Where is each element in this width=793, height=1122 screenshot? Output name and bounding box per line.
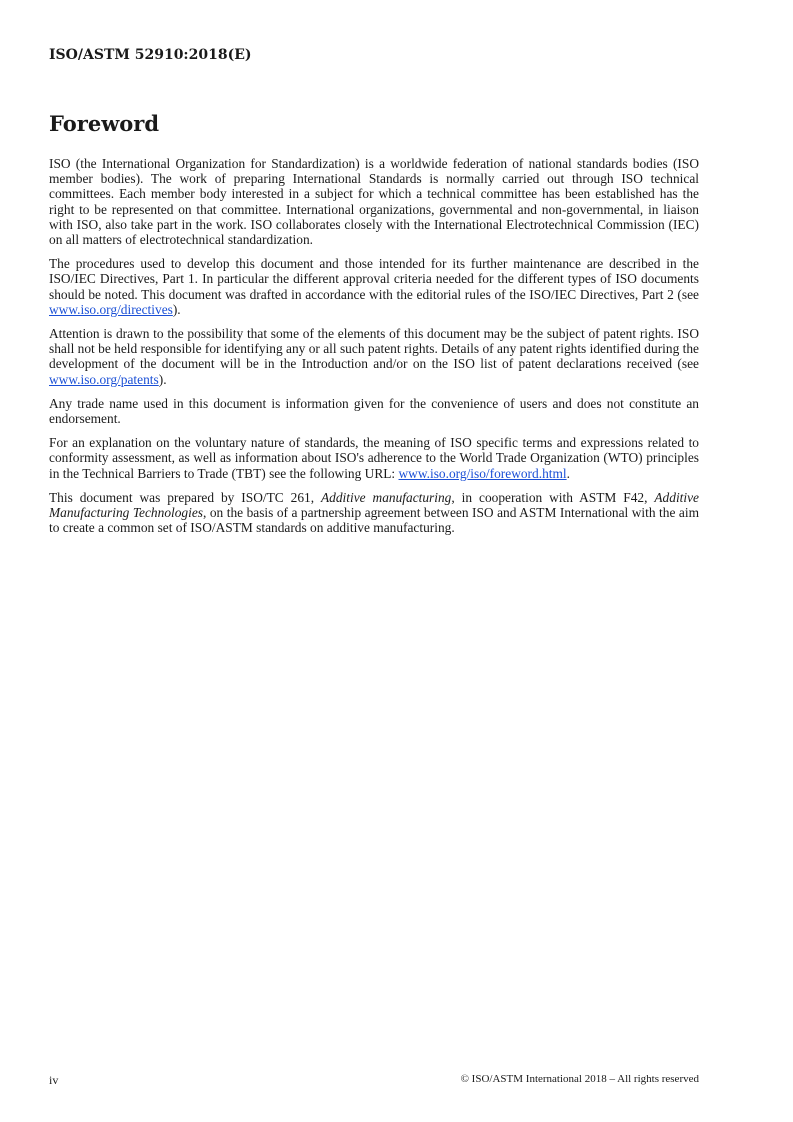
paragraph-text: , in cooperation with ASTM F42,	[451, 489, 655, 505]
page-number: iv	[49, 1073, 59, 1087]
paragraph-trade-name: Any trade name used in this document is information given for the convenience of users and does not constitute an endorsement.	[49, 395, 699, 427]
section-title: Foreword	[49, 111, 160, 136]
paragraph-patents	[49, 326, 699, 387]
foreword-body	[49, 156, 699, 544]
foreword-link[interactable]: www.iso.org/iso/foreword.html	[398, 465, 567, 481]
directives-link[interactable]: www.iso.org/directives	[49, 301, 173, 317]
committee-name: Additive manufacturing	[320, 489, 452, 505]
paragraph-procedures	[49, 256, 699, 317]
paragraph-text: , on the basis of a partnership agreement between ISO and ASTM International with the aim to create a common set of ISO/ASTM standards on additive manufacturing.	[49, 505, 699, 536]
paragraph-text: Attention is drawn to the possibility that some of the elements of this document may be the subject of patent rights. ISO shall not be held responsible for identifying any or all such patent rights. Details of any patent rights identified during the development of the document will be in the Introduction and/or on the ISO list of patent declarations received (see	[49, 326, 699, 372]
paragraph-text-end: ).	[172, 301, 181, 317]
paragraph-text-end: .	[566, 465, 570, 481]
document-id-header: ISO/ASTM 52910:2018(E)	[49, 47, 252, 63]
paragraph-text-end: ).	[158, 371, 167, 387]
paragraph-prepared-by	[49, 490, 699, 536]
paragraph-iso-intro: ISO (the International Organization for Standardization) is a worldwide federation of national standards bodies (ISO member bodies). The work of preparing International Standards is normally carried out through ISO technical committees. Each member body interested in a subject for which a technical committee has been established has the right to be represented on that committee. International organizations, governmental and non-governmental, in liaison with ISO, also take part in the work. ISO collaborates closely with the International Electrotechnical Commission (IEC) on all matters of electrotechnical standardization.	[49, 156, 699, 248]
paragraph-text: This document was prepared by ISO/TC 261,	[49, 489, 321, 505]
paragraph-text: The procedures used to develop this document and those intended for its further maintenance are described in the ISO/IEC Directives, Part 1. In particular the different approval criteria needed for the different types of ISO documents should be noted. This document was drafted in accordance with the editorial rules of the ISO/IEC Directives, Part 2 (see	[49, 256, 699, 302]
paragraph-text: For an explanation on the voluntary nature of standards, the meaning of ISO specific terms and expressions related to conformity assessment, as well as information about ISO's adherence to the World Trade Organization (WTO) principles in the Technical Barriers to Trade (TBT) see the following URL:	[49, 435, 699, 481]
copyright-notice: © ISO/ASTM International 2018 – All rights reserved	[460, 1073, 699, 1085]
paragraph-voluntary-nature	[49, 435, 699, 481]
patents-link[interactable]: www.iso.org/patents	[49, 371, 159, 387]
astm-committee-name: Additive Manufacturing Technologies	[49, 489, 699, 521]
